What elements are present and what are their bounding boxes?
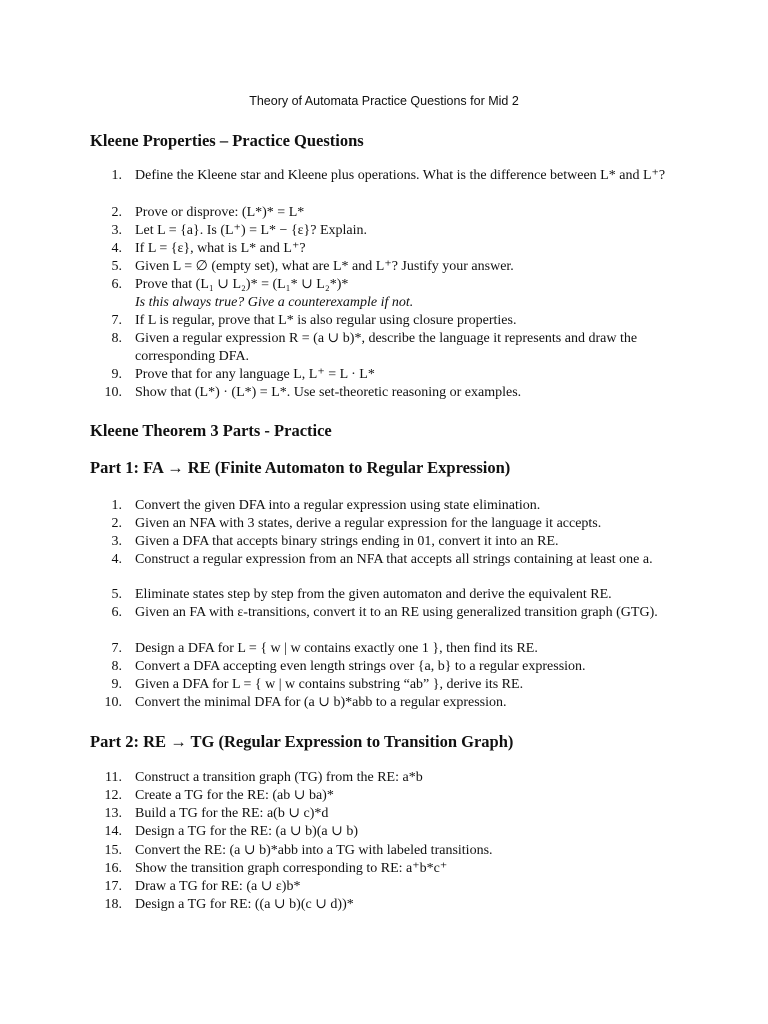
question-text-block <box>135 276 680 312</box>
question-text: Define the Kleene star and Kleene plus operations. What is the difference between L* and L⁺? <box>135 168 666 183</box>
question-text: Design a TG for the RE: (a ∪ b)(a ∪ b) <box>135 824 359 839</box>
question-number: 7. <box>111 641 122 656</box>
question-text: Build a TG for the RE: a(b ∪ c)*d <box>135 806 329 821</box>
question-number: 15. <box>104 843 122 858</box>
question-text: Given a regular expression R = (a ∪ b)*, describe the language it represents and draw the corresponding DFA. <box>135 331 638 364</box>
question-number: 9. <box>111 677 122 692</box>
question-number: 10. <box>104 695 122 710</box>
question-number: 13. <box>104 806 122 821</box>
question-number: 3. <box>111 534 122 549</box>
question-text: Convert the given DFA into a regular expression using state elimination. <box>135 498 541 513</box>
question-number: 12. <box>104 788 122 803</box>
question-number: 8. <box>111 331 122 346</box>
question-text: Create a TG for the RE: (ab ∪ ba)* <box>135 788 334 803</box>
question-text: Construct a regular expression from an NFA that accepts all strings containing at least one a. <box>135 552 653 567</box>
question-text: Given an FA with ε-transitions, convert it to an RE using generalized transition graph (GTG). <box>135 605 658 620</box>
question-number: 2. <box>111 205 122 220</box>
question-text: If L is regular, prove that L* is also regular using closure properties. <box>135 313 517 328</box>
question-text: If L = {ε}, what is L* and L⁺? <box>135 241 306 256</box>
section-heading-re-to-tg: Part 2: RE → TG (Regular Expression to Transition Graph) <box>90 732 514 751</box>
question-text: Convert a DFA accepting even length strings over {a, b} to a regular expression. <box>135 659 586 674</box>
question-number: 11. <box>105 770 122 785</box>
question-number: 18. <box>104 897 122 912</box>
question-text: Draw a TG for RE: (a ∪ ε)b* <box>135 879 301 894</box>
question-text: Eliminate states step by step from the given automaton and derive the equivalent RE. <box>135 587 612 602</box>
section-heading-kleene-properties: Kleene Properties – Practice Questions <box>90 131 364 150</box>
question-text: Convert the RE: (a ∪ b)*abb into a TG with labeled transitions. <box>135 843 493 858</box>
question-text: Given L = ∅ (empty set), what are L* and L⁺? Justify your answer. <box>135 259 514 274</box>
question-number: 6. <box>111 277 122 292</box>
question-number: 14. <box>104 824 122 839</box>
question-text: Convert the minimal DFA for (a ∪ b)*abb to a regular expression. <box>135 695 507 710</box>
question-text: Prove that for any language L, L⁺ = L · L* <box>135 367 375 382</box>
section-heading-fa-to-re: Part 1: FA → RE (Finite Automaton to Regular Expression) <box>90 458 511 477</box>
question-number: 5. <box>111 259 122 274</box>
question-number: 4. <box>111 241 122 256</box>
question-text: Given a DFA for L = { w | w contains substring “ab” }, derive its RE. <box>135 677 524 692</box>
question-note: Is this always true? Give a counterexample if not. <box>135 295 414 310</box>
question-number: 9. <box>111 367 122 382</box>
question-number: 4. <box>111 552 122 567</box>
question-text: Show the transition graph corresponding to RE: a⁺b*c⁺ <box>135 861 448 876</box>
document-title: Theory of Automata Practice Questions for Mid 2 <box>249 94 519 108</box>
question-text: Let L = {a}. Is (L⁺) = L* − {ε}? Explain. <box>135 223 368 238</box>
question-number: 6. <box>111 605 122 620</box>
question-number: 8. <box>111 659 122 674</box>
question-number: 17. <box>104 879 122 894</box>
question-number: 16. <box>104 861 122 876</box>
question-number: 1. <box>111 168 122 183</box>
question-text: Given a DFA that accepts binary strings ending in 01, convert it into an RE. <box>135 534 559 549</box>
question-number: 1. <box>111 498 122 513</box>
question-text: Prove that (L₁ ∪ L₂)* = (L₁* ∪ L₂*)* <box>135 277 349 292</box>
question-number: 3. <box>111 223 122 238</box>
question-text: Design a DFA for L = { w | w contains exactly one 1 }, then find its RE. <box>135 641 538 656</box>
question-text: Construct a transition graph (TG) from the RE: a*b <box>135 770 423 785</box>
section-heading-kleene-theorem: Kleene Theorem 3 Parts - Practice <box>90 421 332 440</box>
question-text: Show that (L*) · (L*) = L*. Use set-theoretic reasoning or examples. <box>135 385 522 400</box>
question-text: Prove or disprove: (L*)* = L* <box>135 205 305 220</box>
question-text: Design a TG for RE: ((a ∪ b)(c ∪ d))* <box>135 897 354 912</box>
question-number: 5. <box>111 587 122 602</box>
question-number: 10. <box>104 385 122 400</box>
question-number: 2. <box>111 516 122 531</box>
question-number: 7. <box>111 313 122 328</box>
question-text: Given an NFA with 3 states, derive a regular expression for the language it accepts. <box>135 516 602 531</box>
